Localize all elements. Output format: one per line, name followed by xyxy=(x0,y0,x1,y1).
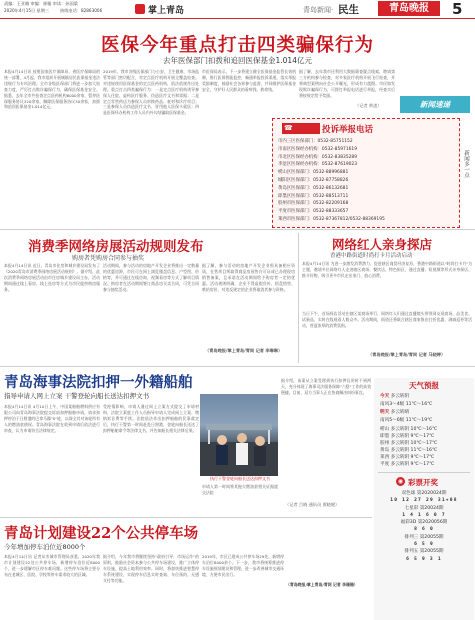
phone-icon: ☎ xyxy=(284,124,293,132)
article4-col1: 本报4月14日讯 4月10日上午，中国某船舶燃料供应有限公司向青岛海事法院提交诉前扣押船舶申请，请求扣押停泊于日照港的巴拿马籍"S"轮，以保全其对该轮所有人的燃油款债权。青岛海事法院在收到申请后依法进行审查，认为申请符合法律规定。 xyxy=(4,404,100,433)
article2-col1: 本报4月14日讯 近日，青岛市住房和城乡建设局发布了《2020青岛市消费季网络房展活动规则》。据介绍，此次消费季网络房展活动由市住房城乡建设局主办，活动期间通过线上看房、线上选房等方式为市民提供购房服务。 xyxy=(4,263,100,292)
hotline-item: 市北区医保经办机构：0532-83835289 xyxy=(278,154,358,160)
hotline-item: 胶州市医保部门：0532-82209168 xyxy=(278,201,349,207)
weather-title: 天气预报 xyxy=(409,381,439,390)
header-hotline: 热线电话：82863006 xyxy=(60,8,103,13)
district-row xyxy=(380,433,470,440)
article4-col3: 据介绍，该案从立案受理到执行扣押仅用时不到两天，充分体现了海事司法服务保障"六稳"工作的高效便捷。目前，双方当事人正在协商解决纠纷事宜。 xyxy=(281,378,371,395)
lottery-icon: ◉ xyxy=(397,478,404,485)
divider xyxy=(378,472,470,473)
tomorrow-wind: 南风5～6级 xyxy=(380,418,405,423)
weather-today-detail xyxy=(380,401,432,408)
article4-subtitle: 指导申请人网上立案 干警登轮向船长送达扣押文书 xyxy=(4,392,150,400)
district-name: 胶州 xyxy=(380,441,390,446)
article1-byline: （记者 黄凌） xyxy=(355,103,382,108)
hotline-item: 即墨区医保部门：0532-88513711 xyxy=(278,193,349,199)
hotline-item: 平度市医保部门：0532-88333657 xyxy=(278,209,349,215)
side-caption: 新闻多一点 xyxy=(463,150,469,178)
district-row xyxy=(380,447,470,454)
district-name: 平度 xyxy=(380,462,390,467)
lottery-list xyxy=(376,490,472,563)
district-name: 即墨 xyxy=(380,434,390,439)
district-temp: 10℃～17℃ xyxy=(410,441,438,446)
header-editors: 责编：王亚楠 审编：崔璇 审读：孙国梁 xyxy=(4,1,78,6)
article5-subtitle: 今年增加停车泊位近8000个 xyxy=(4,543,86,551)
article1-subtitle: 去年医保部门扣拨和追回医保基金1.014亿元 xyxy=(163,56,312,65)
weather-tomorrow-detail xyxy=(380,417,432,424)
article2-title: 消费季网络房展活动规则发布 xyxy=(28,239,204,255)
hotline-item: 李沧区医保经办机构：0532-87619023 xyxy=(278,162,358,168)
photo-note: 申请人第一时间将其拖欠燃油款相关证据提交法院 xyxy=(202,484,278,495)
district-row xyxy=(380,454,470,461)
hotline-item: 崂山区医保部门：0532-88996881 xyxy=(278,170,349,176)
district-temp: 9℃～17℃ xyxy=(410,455,435,460)
page-number: 5 xyxy=(452,0,463,18)
district-row xyxy=(380,440,470,447)
article3-subtitle: 香港中路街道时尚打卡月活动启动 xyxy=(330,253,413,259)
header-date: 2020年4月15日 星期三 xyxy=(4,8,50,13)
district-desc: 多云转阴 xyxy=(390,448,410,453)
lottery-label: 七星彩 第20024期 xyxy=(404,505,444,511)
article4-title: 青岛海事法院扣押一外籍船舶 xyxy=(4,374,193,391)
article3-col2: 当日下午，首场探店活动在辖区某商场举行，网络红人们通过直播镜头带领网友逛商场、品美食、试新品，实时在线观看人数众多。活动期间，街道还将联合辖区商家推出打折优惠、满减返券等活动，营造浓厚的消费氛围。 xyxy=(302,311,472,328)
hotline-item: 市南区医保经办机构：0532-85971619 xyxy=(278,146,358,152)
lottery-numbers: 1 4 1 6 0 7 xyxy=(402,512,446,518)
hotline-item: 莱西市医保部门：0532-87367812/0532-88369195 xyxy=(278,216,385,222)
lottery-label: 排列三 第20055期 xyxy=(404,534,444,540)
lottery-numbers: 10 12 27 29 31+08 xyxy=(390,498,458,504)
article2-col3: 据了解，参与活动的房地产开发企业须具备相应资质，在售项目须取得商品房预售许可证或已办理现房销售备案，且承诺在活动期间给予购房者一定的优惠。活动规则明确，企业不得虚假宣传、捂盘惜售、哄抬房价，对违反规定的企业将取消其参与资格。 xyxy=(202,263,295,292)
article5-title: 青岛计划建设22个公共停车场 xyxy=(4,525,199,542)
hotline-item: 市内三区医保部门：0532-85751152 xyxy=(278,139,353,144)
tomorrow-desc: 多云转晴 xyxy=(390,410,410,415)
article1-col1: 本报4月14日讯 按照国家医疗保障局、省医疗保障局的统一部署，4月起，我市组织开展城镇居民医保基金违法违规行为专项治理。全市各级医保部门将进一步加大检查力度，严厉打击欺诈骗保行为，确保医保基金安全。据悉，去年全市共检查定点医药机构6000余家，暂停医保服务协议320余家，解除医保服务协议30余家，扣拨和追回医保基金1.014亿元。 xyxy=(4,69,100,110)
today-temp: 11℃～16℃ xyxy=(405,402,433,407)
district-name: 莱西 xyxy=(380,455,390,460)
article2-byline: （青岛晚报/掌上青岛/青网 记者 李琳琳） xyxy=(205,348,283,353)
lottery-numbers: 6 5 9 xyxy=(414,542,434,548)
district-row xyxy=(380,461,470,468)
district-name: 黄岛 xyxy=(380,448,390,453)
photo-caption: 执行干警登轮向船长送达扣押文书 xyxy=(210,476,270,481)
article2-col2: 活动期间，参与活动的房地产开发企业将推出一定数量的优惠房源，市民可在网上浏览楼盘信息、户型图、价格等，并可通过在线咨询、视频看房等方式了解项目情况。购房者在活动期间签订商品房买卖合同，可凭合同参与抽奖活动。 xyxy=(103,263,199,292)
article5-col1: 本报4月14日讯 记者从市城市管理局获悉，2020年我市计划建设22处公共停车场，新增停车泊位近8000个，进一步缓解市区停车难问题。这些停车场将主要分布在老城区、医院、学校等停车需求较大的区域。 xyxy=(4,554,100,577)
lottery-title: 彩票开奖 xyxy=(408,478,438,487)
lottery-label: 排列五 第20055期 xyxy=(404,549,444,555)
district-desc: 多云转阴 xyxy=(390,455,410,460)
article3-byline: （青岛晚报/掌上青岛/青网 记者 马晓婷） xyxy=(368,352,446,357)
district-temp: 10℃～16℃ xyxy=(410,427,438,432)
section-label: 青岛新闻· xyxy=(303,6,334,14)
brand-zhangshang: 掌上青岛 xyxy=(148,6,185,16)
hotline-item: 黄岛区医保部门：0532-86132681 xyxy=(278,185,349,191)
divider xyxy=(0,366,475,367)
district-weather-list xyxy=(380,426,470,468)
photo-illustration xyxy=(200,394,278,476)
divider xyxy=(0,517,372,518)
masthead-logo: 青岛晚报 xyxy=(378,1,440,16)
weather-today xyxy=(380,393,409,400)
district-desc: 多云转阴 xyxy=(390,462,410,467)
lottery-numbers: 6 5 9 3 1 xyxy=(406,556,442,562)
hotline-title: 投诉举报电话 xyxy=(322,125,374,135)
article5-col3: 2019年，市区已建成公共停车场29处，新增停车泊位8000余个。下一步，我市将统筹推进停车设施规划建设和管理，进一步改善城市交通环境，方便市民出行。 xyxy=(202,554,284,577)
district-temp: 9℃～17℃ xyxy=(410,434,435,439)
lottery-label: 福彩3D 第2020056期 xyxy=(400,520,448,526)
article3-col1: 本报4月14日讯 为进一步激发消费潜力，促进辖区商贸经济复苏，香港中路街道以"时尚打卡月"为主题，邀请多位网络红人走进辖区商场、餐饮店、特色街区，通过直播、短视频等形式亲身探店、推介好物，吸引更多市民走出家门、放心消费。 xyxy=(302,261,472,278)
tomorrow-label: 明天 xyxy=(380,410,390,415)
district-desc: 多云转阴 xyxy=(390,427,410,432)
today-label: 今天 xyxy=(380,394,390,399)
district-name: 崂山 xyxy=(380,427,390,432)
lottery-numbers: 8 6 0 xyxy=(414,527,434,533)
news-photo xyxy=(200,394,278,476)
article1-col3: 市医保局表示，下一步将建立健全医保基金监管长效机制，推行医保智能监控，畅通举报投诉渠道，落实举报奖励制度，鼓励社会各界参与监督，共同维护医保基金安全，守护好人民群众的看病钱、救命钱。 xyxy=(202,69,296,92)
app-icon xyxy=(135,4,145,14)
today-wind: 南风3～4级 xyxy=(380,402,405,407)
divider xyxy=(298,233,299,363)
section-minsheng: 民生 xyxy=(338,4,359,16)
lottery-label: 双色球 第2020024期 xyxy=(401,491,447,496)
district-desc: 多云转阴 xyxy=(390,441,410,446)
article1-col2: 2019年，我市各级医保部门与公安、卫生健康、市场监管等部门密切配合，对定点医疗机构开展全覆盖检查。对违规使用医保基金的定点医药机构，依法依规作出处理。重点打击四类骗保行为：一是定点医疗机构诱导参保人住院、虚构医疗服务、伪造医疗文书和票据；二是定点零售药店为参保人员串换药品、耗材和诊疗项目；三是参保人员伪造医疗文书、冒用他人医保卡就医；四是医保经办机构工作人员内外勾结骗取医保基金。 xyxy=(103,69,199,116)
hotline-list xyxy=(278,138,448,224)
article5-byline: （青岛晚报/掌上青岛/青网 记者 李珊珊） xyxy=(286,582,358,587)
news-tag: 新闻速递 xyxy=(400,96,470,113)
divider xyxy=(0,229,475,230)
district-desc: 多云转阴 xyxy=(390,434,410,439)
today-desc: 多云转阴 xyxy=(390,394,410,399)
article2-subtitle: 购房者凭购房合同参与抽奖 xyxy=(72,255,145,262)
hotline-item: 城阳区医保部门：0532-87758826 xyxy=(278,177,349,183)
district-temp: 9℃～17℃ xyxy=(410,462,435,467)
article1-title: 医保今年重点打击四类骗保行为 xyxy=(100,35,374,56)
tomorrow-temp: 11℃～19℃ xyxy=(405,418,433,423)
article1-col4: 据了解，去年我市还利用大数据筛查疑点线索，聘请第三方机构参与检查，对多家医疗机构开展飞行检查，并将典型案例向社会公开曝光，形成有力震慑。市民如发现欺诈骗保行为，可拨打举报电话进行举报，经查实后将按规定给予奖励。 xyxy=(299,69,395,98)
article4-byline: （记者 吕晓 通讯员 贾晓媛） xyxy=(285,502,340,507)
district-row xyxy=(380,426,470,433)
article4-col2: 受疫情影响，申请人通过网上立案方式提交了申请材料，法院立案庭工作人员指导申请人完成网上立案、缴纳诉讼费等手续。法院依法作出扣押船舶的民事裁定后，执行干警第一时间赶赴日照港，登轮向船长送达了扣押船舶命令等法律文书，并告知船长相关法律后果。 xyxy=(103,404,199,433)
weather-tomorrow xyxy=(380,409,409,416)
article5-col2: 据介绍，今年我市将继续坚持"政府引导、市场运作"的原则，鼓励社会资本参与公共停车场建设，推广立体停车设施，提高土地利用效率。同时，将加快推进智慧停车系统建设，实现停车信息实时查询、车位预约、无感支付等功能。 xyxy=(103,554,199,583)
district-temp: 11℃～16℃ xyxy=(410,448,438,453)
article3-title: 网络红人亲身探店 xyxy=(332,237,433,252)
